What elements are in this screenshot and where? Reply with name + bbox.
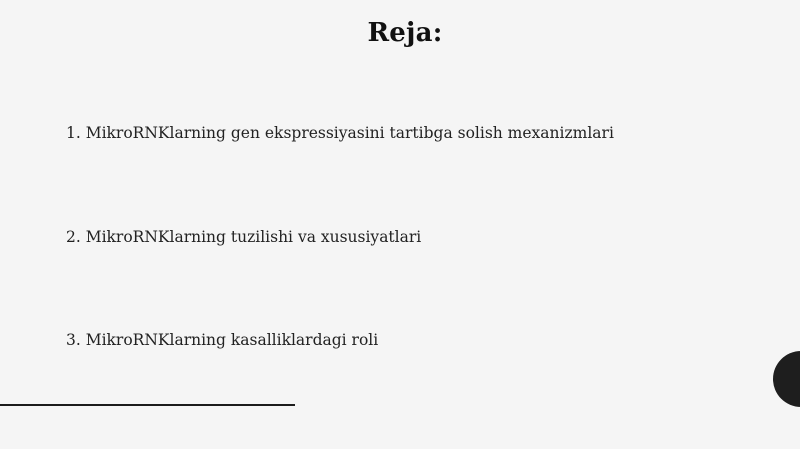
slide-title: Reja:: [367, 18, 443, 48]
plan-item-2: 2. MikroRNKlarning tuzilishi va xususiyatlari: [66, 228, 422, 246]
plan-item-1: 1. MikroRNKlarning gen ekspressiyasini tartibga solish mexanizmlari: [66, 124, 614, 142]
decorative-circle: [773, 351, 800, 407]
decorative-divider: [0, 404, 295, 406]
plan-item-3: 3. MikroRNKlarning kasalliklardagi roli: [66, 331, 379, 349]
